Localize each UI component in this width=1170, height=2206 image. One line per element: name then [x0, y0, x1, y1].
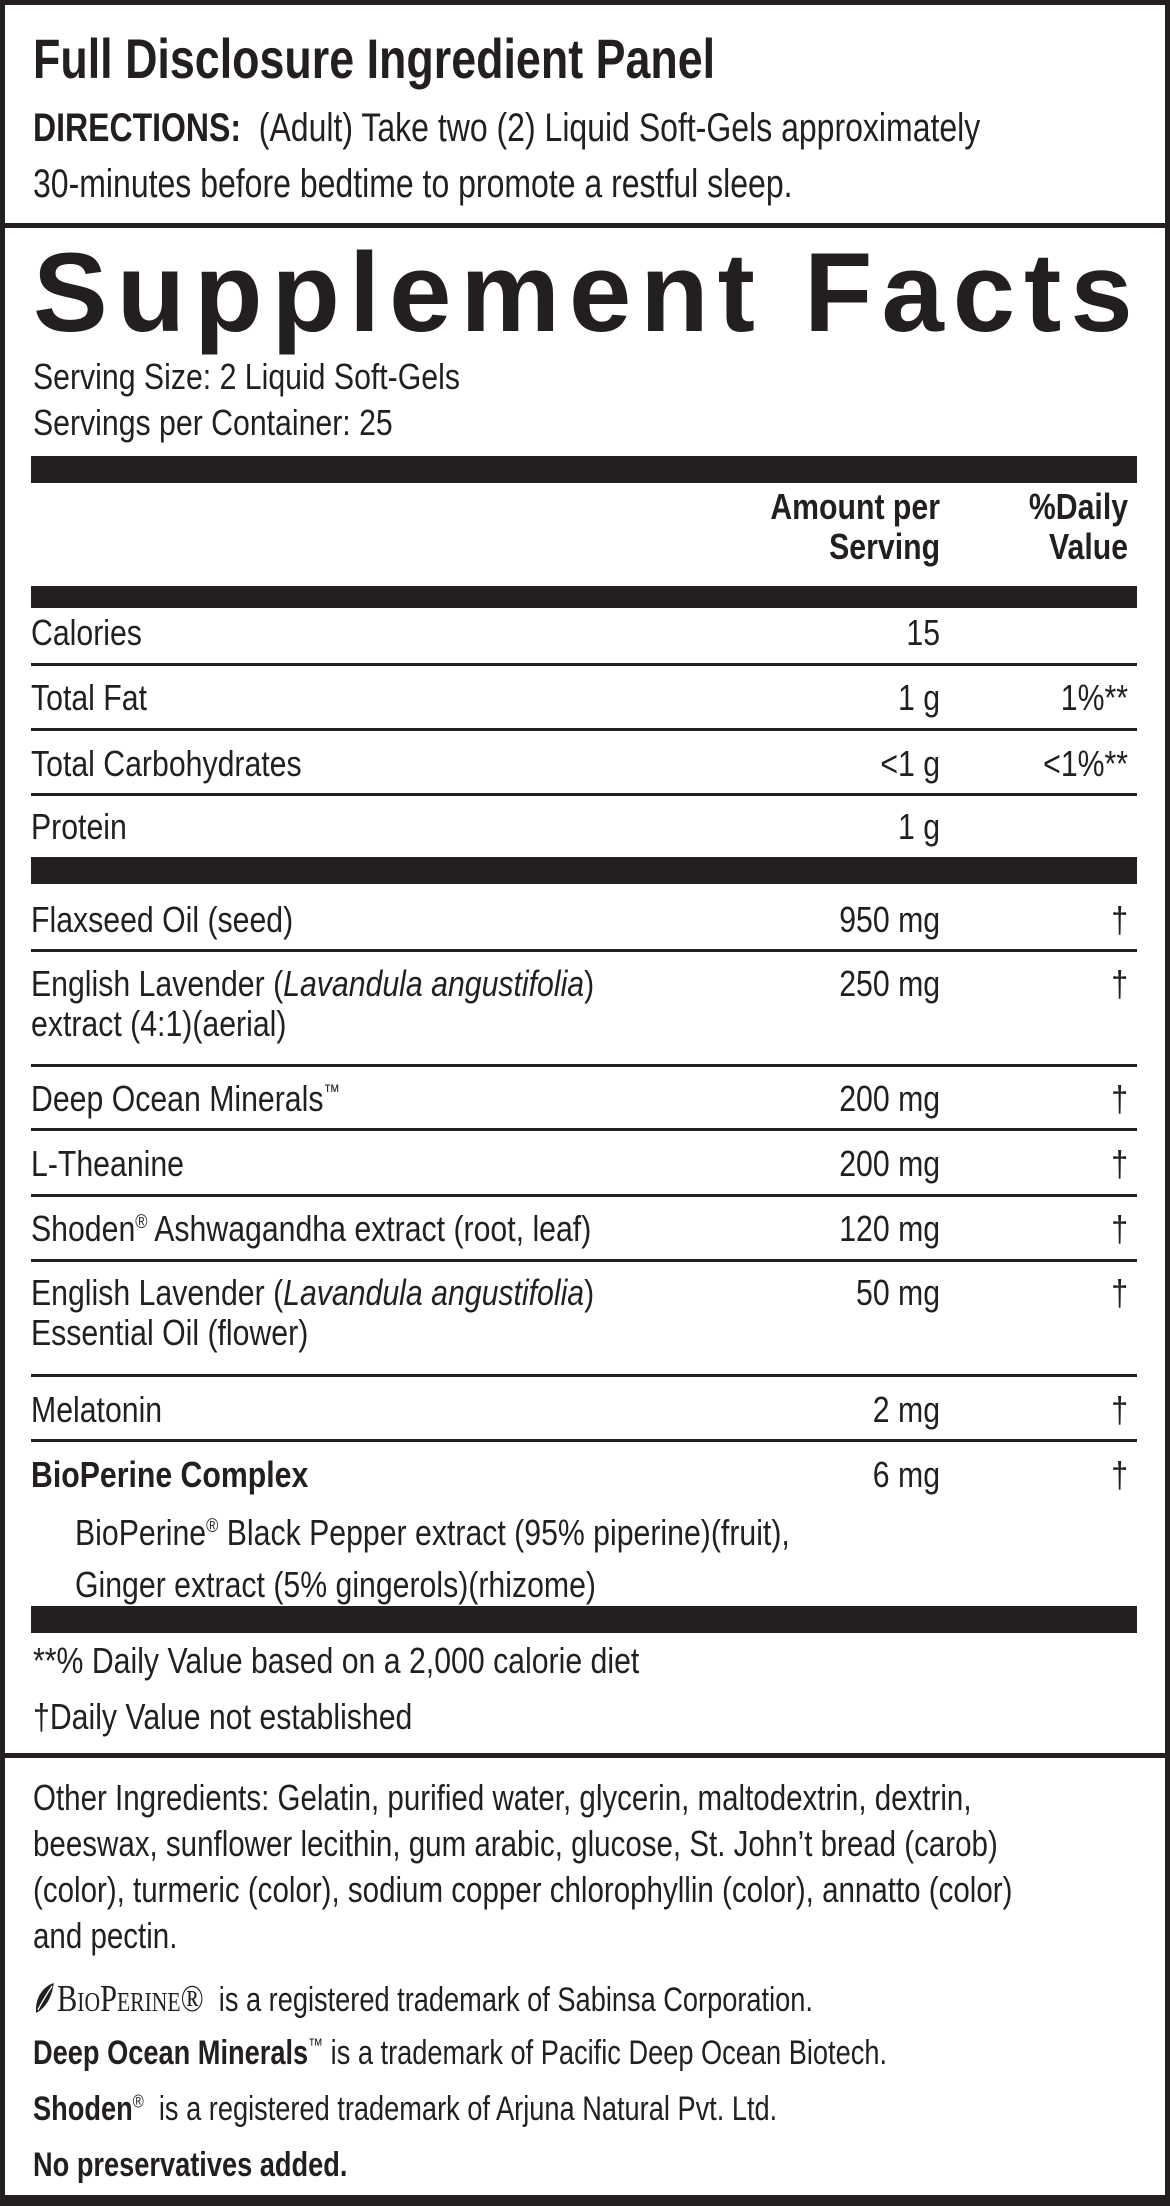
row-divider — [31, 949, 1137, 952]
row-divider — [31, 728, 1137, 731]
bioperine-trademark: BioPerine® is a registered trademark of Sabinsa Corporation. — [33, 1977, 1008, 2022]
panel-title: Full Disclosure Ingredient Panel — [33, 27, 716, 90]
footnote-not-established: †Daily Value not established — [33, 1696, 413, 1737]
deep-ocean-trademark: Deep Ocean Minerals™ is a trademark of Pacific Deep Ocean Biotech. — [33, 2034, 888, 2072]
amount-header: Amount per Serving — [770, 486, 940, 567]
directions-label: DIRECTIONS: — [33, 106, 241, 150]
section-divider — [5, 1753, 1165, 1758]
facts-title: Supplement Facts — [33, 230, 1142, 355]
other-ingredients: Other Ingredients: Gelatin, purified water, glycerin, maltodextrin, dextrin, beeswax, sunflower lecithin, gum arabic, glucose, St. John’t bread (carob) (color), turmeric (color), sodium copper chlorophyllin (color), annatto (color) and pectin. — [33, 1777, 1013, 1956]
thick-bar — [31, 586, 1137, 608]
footnote-dv-basis: **% Daily Value based on a 2,000 calorie diet — [33, 1640, 640, 1681]
row-divider — [31, 1194, 1137, 1197]
shoden-trademark: Shoden® is a registered trademark of Arjuna Natural Pvt. Ltd. — [33, 2090, 778, 2128]
servings-per-container: Servings per Container: 25 — [33, 402, 393, 443]
thick-bar — [31, 1606, 1137, 1633]
row-divider — [31, 1439, 1137, 1442]
ingredient-panel: Full Disclosure Ingredient Panel DIRECTIONS: (Adult) Take two (2) Liquid Soft-Gels approximately 30-minutes before bedtime to promote a restful sleep. Supplement Facts Serving Size: 2 Liquid Soft-Gels Servings per Container: 25 Amount per Serving %Daily Value Calories 15 Total Fat 1 g 1%** Total Carbohydrates <1 g <1%** Protein 1 g Flaxseed Oil (seed) 950 mg † English Lavender (Lavandula angustifolia) extract (4:1)(aerial) 250 mg † Deep Ocean Minerals™ 200 mg † L-Theanine 200 mg † Shoden® Ashwagandha extract (root, leaf) 120 mg † English Lavender (Lavandula angustifolia) Essential Oil (flower) 50 mg † Melatonin 2 mg † BioPerine Complex 6 mg † BioPerine® Black Pepper extract (95% piperine)(fruit), Ginger extract (5% gingerols)(rhizome) **% Daily Value based on a 2,000 calorie diet †Daily Value not established Other Ingredients: Gelatin, purified water, glycerin, maltodextrin, dextrin, beeswax, sunflower lecithin, gum arabic, glucose, St. John’t bread (carob) (color), turmeric (color), sodium copper chlorophyllin (color), annatto (color) and pectin. BioPerine® is a registered trademark of Sabinsa Corporation. Deep Ocean Minerals™ is a trademark of Pacific Deep Ocean Biotech. Shoden® is a registered trademark of Arjuna Natural Pvt. Ltd. No preservatives added. — [0, 0, 1170, 2206]
section-divider — [5, 223, 1165, 228]
row-divider — [31, 793, 1137, 796]
thick-bar — [31, 857, 1137, 884]
no-preservatives: No preservatives added. — [33, 2146, 348, 2184]
thick-bar — [31, 456, 1137, 483]
row-divider — [31, 663, 1137, 666]
serving-size: Serving Size: 2 Liquid Soft-Gels — [33, 356, 460, 397]
directions-line-1: DIRECTIONS: (Adult) Take two (2) Liquid Soft-Gels approximately — [33, 106, 981, 150]
dv-header: %Daily Value — [1028, 486, 1128, 567]
row-divider — [31, 1259, 1137, 1262]
bioperine-logo: BioPerine® — [57, 1978, 204, 2020]
directions-line-2: 30-minutes before bedtime to promote a restful sleep. — [33, 162, 793, 206]
pepper-leaf-icon — [33, 1981, 57, 2015]
row-divider — [31, 1374, 1137, 1377]
row-divider — [31, 1064, 1137, 1067]
row-divider — [31, 1128, 1137, 1131]
